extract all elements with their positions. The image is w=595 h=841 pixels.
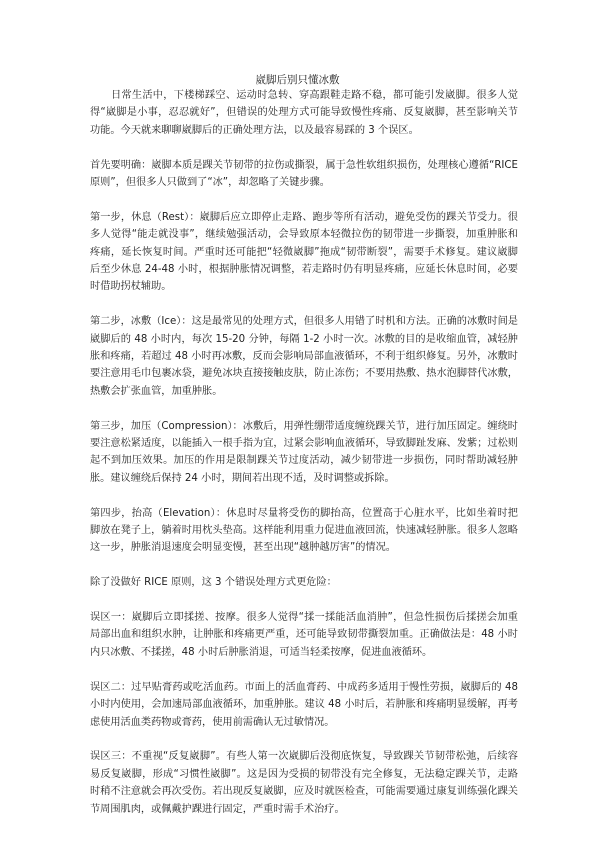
- paragraph-step-rest: 第一步，休息（Rest）：崴脚后应立即停止走路、跑步等所有活动，避免受伤的踝关节受力。很多人觉得“能走就没事”，继续勉强活动，会导致原本轻微拉伤的韧带进一步撕裂，加重肿胀和疼痛，延长恢复时间。严重时还可能把“轻微崴脚”拖成“韧带断裂”，需要手术修复。建议崴脚后至少休息 24-48 小时，根据肿胀情况调整，若走路时仍有明显疼痛，应延长休息时间，必要时借助拐杖辅助。: [90, 211, 518, 293]
- paragraph-step-elevation: 第四步，抬高（Elevation）：休息时尽量将受伤的脚抬高，位置高于心脏水平，比如坐着时把脚放在凳子上，躺着时用枕头垫高。这样能利用重力促进血液回流，快速减轻肿胀。很多人忽略这一步，肿胀消退速度会明显变慢，甚至出现“越肿越厉害”的情况。: [90, 507, 518, 554]
- paragraph-mistake-three: 误区三：不重视“反复崴脚”。有些人第一次崴脚后没彻底恢复，导致踝关节韧带松弛，后续容易反复崴脚，形成“习惯性崴脚”。这是因为受损的韧带没有完全修复，无法稳定踝关节，走路时稍不注意就会再次受伤。若出现反复崴脚，应及时就医检查，可能需要通过康复训练强化踝关节周围肌肉，或佩戴护踝进行固定，严重时需手术治疗。: [90, 751, 518, 815]
- paragraph-mistake-two: 误区二：过早贴膏药或吃活血药。市面上的活血膏药、中成药多适用于慢性劳损，崴脚后的 48 小时内使用，会加速局部血液循环，加重肿胀。建议 48 小时后，若肿胀和疼痛明显缓解，再考虑使用活血类药物或膏药，使用前需确认无过敏情况。: [90, 681, 518, 728]
- paragraph-mistakes-intro: 除了没做好 RICE 原则，这 3 个错误处理方式更危险：: [90, 577, 337, 589]
- document-body: [90, 87, 518, 818]
- paragraph-step-compression: 第三步，加压（Compression）：冰敷后，用弹性绷带适度缠绕踝关节，进行加压固定。缠绕时要注意松紧适度，以能插入一根手指为宜，过紧会影响血液循环，导致脚趾发麻、发紫；过松则起不到加压效果。加压的作用是限制踝关节过度活动，减少韧带进一步损伤，同时帮助减轻肿胀。建议缠绕后保持 24 小时，期间若出现不适，及时调整或拆除。: [90, 420, 518, 484]
- paragraph-intro: 日常生活中，下楼梯踩空、运动时急转、穿高跟鞋走路不稳，都可能引发崴脚。很多人觉得“崴脚是小事，忍忍就好”，但错误的处理方式可能导致慢性疼痛、反复崴脚，甚至影响关节功能。今天就来聊聊崴脚后的正确处理方法，以及最容易踩的 3 个误区。: [90, 90, 518, 136]
- document-title: 崴脚后别只懂冰敷: [255, 74, 340, 86]
- paragraph-mistake-one: 误区一：崴脚后立即揉搓、按摩。很多人觉得“揉一揉能活血消肿”，但急性损伤后揉搓会加重局部出血和组织水肿，让肿胀和疼痛更严重，还可能导致韧带撕裂加重。正确做法是：48 小时内只冰敷、不揉搓，48 小时后肿胀消退，可适当轻柔按摩，促进血液循环。: [90, 612, 518, 658]
- paragraph-step-ice: 第二步，冰敷（Ice）：这是最常见的处理方式，但很多人用错了时机和方法。正确的冰敷时间是崴脚后的 48 小时内，每次 15-20 分钟，每隔 1-2 小时一次。冰敷的目的是收缩血管，减轻肿胀和疼痛，若超过 48 小时再冰敷，反而会影响局部血液循环，不利于组织修复。另外，冰敷时要注意用毛巾包裹冰袋，避免冰块直接接触皮肤，防止冻伤；不要用热敷、热水泡脚替代冰敷，热敷会扩张血管，加重肿胀。: [90, 316, 518, 397]
- paragraph-rice-principle: 首先要明确：崴脚本质是踝关节韧带的拉伤或撕裂，属于急性软组织损伤，处理核心遵循“RICE 原则”，但很多人只做到了“冰”，却忽略了关键步骤。: [90, 159, 518, 189]
